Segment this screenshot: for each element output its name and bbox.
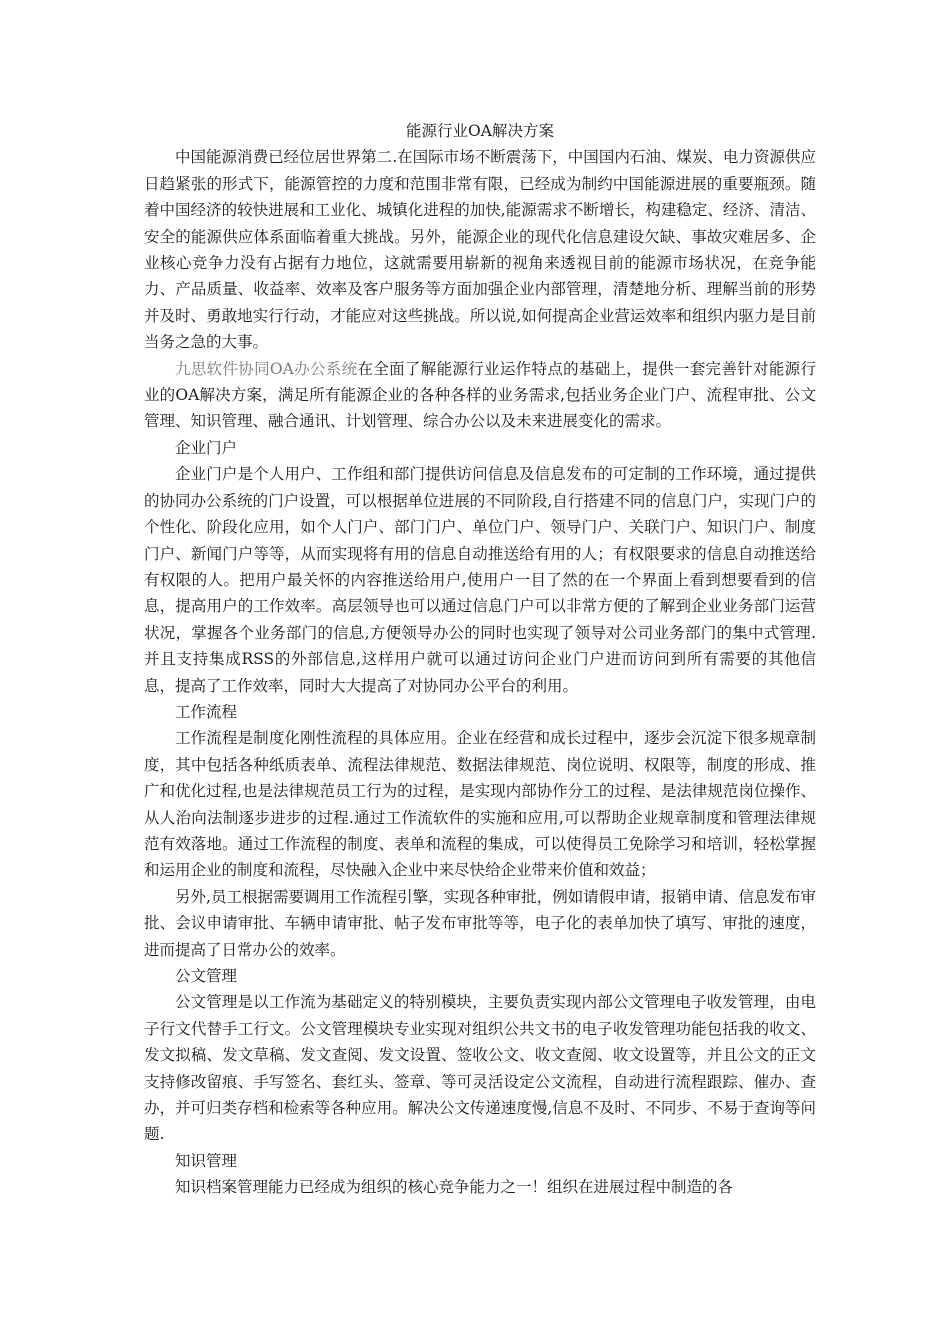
intro-paragraph-2-text: 在全面了解能源行业运作特点的基础上，提供一套完善针对能源行业的OA解决方案，满足所有能源企业的各种各样的业务需求,包括业务企业门户、流程审批、公文管理、知识管理、融合通讯、计划管理、综合办公以及未来进展变化的需求。	[144, 359, 816, 431]
section-heading-knowledge: 知识管理	[175, 1151, 238, 1170]
knowledge-paragraph: 知识档案管理能力已经成为组织的核心竞争能力之一！组织在进展过程中制造的各	[175, 1178, 734, 1197]
portal-paragraph: 企业门户是个人用户、工作组和部门提供访问信息及信息发布的可定制的工作环境，通过提供的协同办公系统的门户设置，可以根据单位进展的不同阶段,自行搭建不同的信息门户，实现门户的个性化、阶段化应用，如个人门户、部门门户、单位门户、领导门户、关联门户、知识门户、制度门户、新闻门户等等，从而实现将有用的信息自动推送给有用的人；有权限要求的信息自动推送给有权限的人。把用户最关怀的内容推送给用户,使用户一目了然的在一个界面上看到想要看到的信息，提高用户的工作效率。高层领导也可以通过信息门户可以非常方便的了解到企业业务部门运营状况，掌握各个业务部门的信息,方便领导办公的同时也实现了领导对公司业务部门的集中式管理.并且支持集成RSS的外部信息,这样用户就可以通过访问企业门户进而访问到所有需要的其他信息，提高了工作效率，同时大大提高了对协同办公平台的利用。	[144, 465, 816, 695]
document-paragraph: 公文管理是以工作流为基础定义的特别模块，主要负责实现内部公文管理电子收发管理，由电子行文代替手工行文。公文管理模块专业实现对组织公共文书的电子收发管理功能包括我的收文、发文拟稿、发文草稿、发文查阅、发文设置、签收公文、收文查阅、收文设置等，并且公文的正文支持修改留痕、手写签名、套红头、签章、等可灵活设定公文流程，自动进行流程跟踪、催办、查办，并可归类存档和检索等各种应用。解决公文传递速度慢,信息不及时、不同步、不易于查询等问题.	[144, 993, 816, 1144]
workflow-paragraph-2: 另外,员工根据需要调用工作流程引擎，实现各种审批，例如请假申请，报销申请、信息发布审批、会议申请审批、车辆申请审批、帖子发布审批等等，电子化的表单加快了填写、审批的速度，进而提高了日常办公的效率。	[144, 887, 816, 959]
section-heading-workflow: 工作流程	[175, 702, 238, 721]
intro-paragraph: 中国能源消费已经位居世界第二.在国际市场不断震荡下，中国国内石油、煤炭、电力资源供应日趋紧张的形式下，能源管控的力度和范围非常有限，已经成为制约中国能源进展的重要瓶颈。随着中国经济的较快进展和工业化、城镇化进程的加快,能源需求不断增长，构建稳定、经济、清洁、安全的能源供应体系面临着重大挑战。另外，能源企业的现代化信息建设欠缺、事故灾难居多、企业核心竞争力没有占据有力地位，这就需要用崭新的视角来透视目前的能源市场状况，在竞争能力、产品质量、收益率、效率及客户服务等方面加强企业内部管理，清楚地分析、理解当前的形势并及时、勇敢地实行行动，才能应对这些挑战。所以说,如何提高企业营运效率和组织内驱力是目前当务之急的大事。	[144, 148, 816, 352]
document-title: 能源行业OA解决方案	[406, 122, 554, 140]
workflow-paragraph: 工作流程是制度化刚性流程的具体应用。企业在经营和成长过程中，逐步会沉淀下很多规章制度，其中包括各种纸质表单、流程法律规范、数据法律规范、岗位说明、权限等，制度的形成、推广和优化过程,也是法律规范员工行为的过程，是实现内部协作分工的过程、是法律规范岗位操作、从人治向法制逐步进步的过程.通过工作流软件的实施和应用,可以帮助企业规章制度和管理法律规范有效落地。通过工作流程的制度、表单和流程的集成，可以使得员工免除学习和培训，轻松掌握和运用企业的制度和流程，尽快融入企业中来尽快给企业带来价值和效益；	[144, 729, 816, 880]
document-page	[144, 118, 816, 1201]
section-heading-document: 公文管理	[175, 967, 238, 985]
intro-paragraph-2	[144, 356, 816, 435]
product-link[interactable]: 九思软件协同OA办公系统	[175, 359, 358, 378]
section-heading-portal: 企业门户	[175, 438, 238, 457]
